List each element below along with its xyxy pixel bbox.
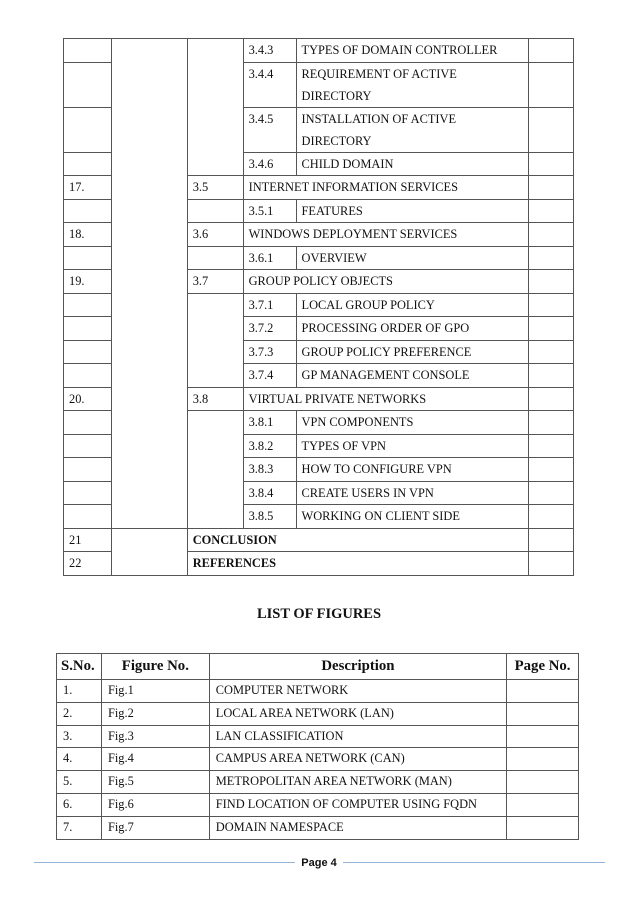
section-title: HOW TO CONFIGURE VPN	[296, 458, 529, 482]
row-sno	[64, 481, 112, 505]
figure-sno: 5.	[57, 771, 102, 794]
figure-description: DOMAIN NAMESPACE	[209, 816, 506, 839]
contents-row	[64, 505, 574, 529]
indent-cell	[187, 481, 243, 505]
row-sno	[64, 199, 112, 223]
figure-number: Fig.1	[101, 680, 209, 703]
row-sno	[64, 246, 112, 270]
section-number: 3.4.5	[243, 107, 296, 152]
row-sno	[64, 364, 112, 388]
indent-cell	[187, 246, 243, 270]
figure-row	[57, 771, 579, 794]
page-cell	[529, 176, 574, 200]
blank-cell	[111, 62, 187, 107]
conclusion-title: CONCLUSION	[187, 528, 528, 552]
page-cell	[529, 107, 574, 152]
page-cell	[529, 364, 574, 388]
indent-cell	[187, 411, 243, 435]
section-number: 3.6.1	[243, 246, 296, 270]
blank-cell	[111, 528, 187, 552]
section-title-line: INSTALLATION OF ACTIVE	[301, 111, 457, 126]
blank-cell	[111, 552, 187, 576]
figure-sno: 6.	[57, 793, 102, 816]
section-title: OVERVIEW	[296, 246, 529, 270]
section-title-line: REQUIREMENT OF ACTIVE	[301, 66, 457, 81]
section-title: GROUP POLICY PREFERENCE	[296, 340, 529, 364]
indent-cell	[187, 434, 243, 458]
indent-cell	[187, 505, 243, 529]
figure-description: LOCAL AREA NETWORK (LAN)	[209, 702, 506, 725]
section-title	[296, 62, 529, 107]
page-cell	[529, 481, 574, 505]
section-number: 3.7.2	[243, 317, 296, 341]
indent-cell	[187, 62, 243, 107]
row-sno	[64, 107, 112, 152]
figure-row	[57, 725, 579, 748]
contents-row	[64, 152, 574, 176]
chapter-title: VIRTUAL PRIVATE NETWORKS	[243, 387, 529, 411]
blank-cell	[111, 340, 187, 364]
section-title-line: DIRECTORY	[301, 133, 372, 148]
row-sno	[64, 411, 112, 435]
blank-cell	[111, 458, 187, 482]
figure-page	[507, 680, 579, 703]
chapter-title: GROUP POLICY OBJECTS	[243, 270, 529, 294]
row-sno	[64, 293, 112, 317]
figure-description: CAMPUS AREA NETWORK (CAN)	[209, 748, 506, 771]
chapter-number: 3.6	[187, 223, 243, 247]
indent-cell	[187, 293, 243, 317]
figure-row	[57, 816, 579, 839]
figures-header-row	[57, 654, 579, 680]
figure-number: Fig.6	[101, 793, 209, 816]
section-number: 3.4.4	[243, 62, 296, 107]
page-number: Page 4	[295, 857, 342, 869]
figure-page	[507, 702, 579, 725]
contents-row	[64, 176, 574, 200]
header-sno: S.No.	[57, 654, 102, 680]
row-sno: 22	[64, 552, 112, 576]
chapter-title: WINDOWS DEPLOYMENT SERVICES	[243, 223, 529, 247]
indent-cell	[187, 39, 243, 63]
page-cell	[529, 223, 574, 247]
blank-cell	[111, 411, 187, 435]
contents-row	[64, 340, 574, 364]
figure-number: Fig.7	[101, 816, 209, 839]
section-title: PROCESSING ORDER OF GPO	[296, 317, 529, 341]
indent-cell	[187, 107, 243, 152]
indent-cell	[187, 317, 243, 341]
contents-row	[64, 270, 574, 294]
section-title: WORKING ON CLIENT SIDE	[296, 505, 529, 529]
section-number: 3.7.1	[243, 293, 296, 317]
blank-cell	[111, 176, 187, 200]
page-cell	[529, 152, 574, 176]
section-number: 3.8.3	[243, 458, 296, 482]
contents-row	[64, 434, 574, 458]
indent-cell	[187, 458, 243, 482]
page-cell	[529, 505, 574, 529]
blank-cell	[111, 152, 187, 176]
blank-cell	[111, 387, 187, 411]
figure-description: METROPOLITAN AREA NETWORK (MAN)	[209, 771, 506, 794]
section-number: 3.8.5	[243, 505, 296, 529]
blank-cell	[111, 246, 187, 270]
page-cell	[529, 434, 574, 458]
section-title: VPN COMPONENTS	[296, 411, 529, 435]
row-sno	[64, 317, 112, 341]
blank-cell	[111, 107, 187, 152]
references-title: REFERENCES	[187, 552, 528, 576]
figure-sno: 4.	[57, 748, 102, 771]
section-number: 3.4.6	[243, 152, 296, 176]
row-sno	[64, 62, 112, 107]
blank-cell	[111, 434, 187, 458]
blank-cell	[111, 270, 187, 294]
header-page-no: Page No.	[507, 654, 579, 680]
contents-row	[64, 223, 574, 247]
figure-sno: 2.	[57, 702, 102, 725]
figure-number: Fig.2	[101, 702, 209, 725]
section-title	[296, 107, 529, 152]
page-cell	[529, 387, 574, 411]
contents-table	[63, 38, 574, 576]
section-number: 3.7.3	[243, 340, 296, 364]
indent-cell	[187, 152, 243, 176]
figure-sno: 3.	[57, 725, 102, 748]
contents-row	[64, 39, 574, 63]
section-title: TYPES OF DOMAIN CONTROLLER	[296, 39, 529, 63]
chapter-number: 3.5	[187, 176, 243, 200]
figure-row	[57, 793, 579, 816]
blank-cell	[111, 481, 187, 505]
row-sno	[64, 39, 112, 63]
section-number: 3.8.1	[243, 411, 296, 435]
row-sno: 21	[64, 528, 112, 552]
contents-row	[64, 364, 574, 388]
section-number: 3.8.4	[243, 481, 296, 505]
contents-row	[64, 199, 574, 223]
page-cell	[529, 317, 574, 341]
figure-description: LAN CLASSIFICATION	[209, 725, 506, 748]
row-sno: 17.	[64, 176, 112, 200]
chapter-number: 3.8	[187, 387, 243, 411]
page-cell	[529, 552, 574, 576]
indent-cell	[187, 199, 243, 223]
section-number: 3.8.2	[243, 434, 296, 458]
contents-row	[64, 387, 574, 411]
indent-cell	[187, 364, 243, 388]
figures-table-body	[57, 680, 579, 840]
references-row	[64, 552, 574, 576]
page-cell	[529, 293, 574, 317]
contents-table-body	[64, 39, 574, 576]
row-sno	[64, 152, 112, 176]
section-title: GP MANAGEMENT CONSOLE	[296, 364, 529, 388]
row-sno: 19.	[64, 270, 112, 294]
contents-row	[64, 411, 574, 435]
figure-description: COMPUTER NETWORK	[209, 680, 506, 703]
figure-page	[507, 748, 579, 771]
page-cell	[529, 458, 574, 482]
section-title: CREATE USERS IN VPN	[296, 481, 529, 505]
contents-row	[64, 293, 574, 317]
list-of-figures-heading: LIST OF FIGURES	[256, 606, 382, 622]
page-footer	[0, 857, 638, 869]
section-title-line: DIRECTORY	[301, 88, 372, 103]
blank-cell	[111, 223, 187, 247]
row-sno	[64, 458, 112, 482]
row-sno	[64, 505, 112, 529]
page-cell	[529, 411, 574, 435]
page-cell	[529, 39, 574, 63]
contents-row	[64, 458, 574, 482]
blank-cell	[111, 293, 187, 317]
page-cell	[529, 199, 574, 223]
section-number: 3.4.3	[243, 39, 296, 63]
blank-cell	[111, 364, 187, 388]
blank-cell	[111, 199, 187, 223]
section-title: LOCAL GROUP POLICY	[296, 293, 529, 317]
figure-page	[507, 725, 579, 748]
figures-table	[56, 653, 579, 840]
conclusion-row	[64, 528, 574, 552]
figure-sno: 7.	[57, 816, 102, 839]
indent-cell	[187, 340, 243, 364]
page-cell	[529, 340, 574, 364]
figure-page	[507, 793, 579, 816]
chapter-title: INTERNET INFORMATION SERVICES	[243, 176, 529, 200]
figure-sno: 1.	[57, 680, 102, 703]
figure-number: Fig.3	[101, 725, 209, 748]
figure-number: Fig.5	[101, 771, 209, 794]
row-sno: 20.	[64, 387, 112, 411]
contents-row	[64, 317, 574, 341]
contents-row	[64, 246, 574, 270]
row-sno	[64, 434, 112, 458]
figure-row	[57, 680, 579, 703]
figure-description: FIND LOCATION OF COMPUTER USING FQDN	[209, 793, 506, 816]
section-number: 3.7.4	[243, 364, 296, 388]
header-figure-no: Figure No.	[101, 654, 209, 680]
blank-cell	[111, 317, 187, 341]
row-sno	[64, 340, 112, 364]
section-title: TYPES OF VPN	[296, 434, 529, 458]
section-title: FEATURES	[296, 199, 529, 223]
contents-row	[64, 481, 574, 505]
figure-row	[57, 748, 579, 771]
figure-number: Fig.4	[101, 748, 209, 771]
row-sno: 18.	[64, 223, 112, 247]
page-cell	[529, 528, 574, 552]
page-cell	[529, 270, 574, 294]
section-number: 3.5.1	[243, 199, 296, 223]
section-title: CHILD DOMAIN	[296, 152, 529, 176]
figure-page	[507, 771, 579, 794]
figure-row	[57, 702, 579, 725]
page-cell	[529, 62, 574, 107]
contents-row	[64, 62, 574, 107]
blank-cell	[111, 39, 187, 63]
blank-cell	[111, 505, 187, 529]
figure-page	[507, 816, 579, 839]
page-cell	[529, 246, 574, 270]
chapter-number: 3.7	[187, 270, 243, 294]
header-description: Description	[209, 654, 506, 680]
contents-row	[64, 107, 574, 152]
